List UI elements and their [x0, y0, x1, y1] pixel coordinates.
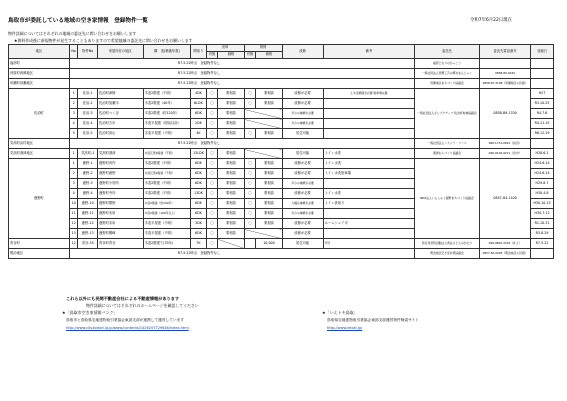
layout-cell: 7K [191, 239, 206, 249]
no-listing-text: R7.5.22時点 登録物件なし [69, 249, 414, 259]
no-cell: 5 [69, 129, 78, 139]
structure-cell: 木造平屋建（明治以前） [143, 119, 191, 129]
sale-price-cell: 要相談 [218, 159, 244, 169]
date-cell: H30.4.8 [531, 189, 554, 199]
header-sale: 売却 [206, 45, 244, 52]
header-no: No [69, 45, 78, 59]
date-cell: H24.6.14 [531, 169, 554, 179]
header-org: 委託先 [414, 45, 479, 59]
rent-has-cell: 〇 [244, 189, 256, 199]
sale-has-cell: 〇 [206, 109, 218, 119]
header-layout: 間取り [191, 45, 206, 59]
remarks-cell: トイレ汲取り [323, 199, 414, 209]
area-cell: 青谷町 [9, 239, 70, 249]
rent-price-cell: 要相談 [256, 199, 282, 209]
address-cell: 鹿野町鹿野 [97, 169, 143, 179]
org-cell: 一般社団法人西郷工芸の郷あまんじゃく [414, 69, 479, 79]
sale-has-cell: 〇 [206, 169, 218, 179]
table-row [9, 69, 554, 79]
header-contact: 委託先電話番号 [480, 45, 531, 59]
table-row [9, 59, 554, 69]
rent-has-cell: 〇 [244, 129, 256, 139]
remarks-cell [323, 129, 414, 139]
status-cell: 改修が必要 [282, 189, 323, 199]
area-cell: 明治地区 [9, 249, 70, 259]
sale-price-cell: 要相談 [218, 169, 244, 179]
sale-has-cell: 〇 [206, 119, 218, 129]
phone-cell: 090-9802-3344（井上） [480, 239, 531, 249]
structure-cell: 木造2階建（不明） [143, 159, 191, 169]
status-cell: 改修が必要 [282, 169, 323, 179]
date-cell: H30.7.12 [531, 209, 554, 219]
layout-cell: 6DK [191, 229, 206, 239]
no-cell: 11 [69, 209, 78, 219]
table-body [9, 59, 554, 259]
org-cell: 福部となりのがっこう [414, 59, 479, 69]
layout-cell: 2DK [191, 119, 206, 129]
rent-price-cell: 要相談 [256, 209, 282, 219]
remarks-cell: トイレ水洗 [323, 189, 414, 199]
layout-cell: 6DK [191, 199, 206, 209]
remarks-cell [323, 229, 414, 239]
structure-cell: 木造瓦葺2階建（不明） [143, 169, 191, 179]
no-cell: 3 [69, 109, 78, 119]
header-sale-price: 価格 [218, 52, 244, 59]
no-cell: 1 [69, 149, 78, 159]
area-cell: 気高町浜村地区 [9, 139, 70, 149]
org-cell: NPO法人いんしゅう鹿野まちづくり協議会 [414, 159, 479, 239]
num-cell: 気高町-1 [78, 149, 98, 159]
sale-price-cell: 要相談 [218, 199, 244, 209]
address-cell: 鹿野町末用 [97, 209, 143, 219]
remarks-cell: トイレ水洗駐車場 [323, 169, 414, 179]
status-cell: 改修が必要 [282, 219, 323, 229]
num-cell: 鹿野-3 [78, 179, 98, 189]
phone-cell: 0857-84-1100 [480, 159, 531, 239]
date-cell: H24.6.14 [531, 159, 554, 169]
table-row [9, 249, 554, 259]
header-structure: 構 造(築後年数) [143, 45, 191, 59]
date-cell: R4.11.15 [531, 119, 554, 129]
rent-price-cell: 要相談 [256, 219, 282, 229]
rent-has-cell [244, 239, 256, 249]
num-cell: 鹿野-11 [78, 209, 98, 219]
sale-price-cell: 要相談 [218, 189, 244, 199]
table-row [9, 139, 554, 149]
area-cell: 鹿野町 [9, 159, 70, 239]
no-cell: 12 [69, 239, 78, 249]
date-cell: R4.7.6 [531, 109, 554, 119]
rent-na-cell [244, 109, 282, 119]
num-cell: 佐治-2 [78, 99, 98, 109]
rent-price-cell: 要相談 [256, 159, 282, 169]
phone-cell: 090-9126-9211（田中） [480, 149, 531, 159]
address-cell: 佐治町高山 [97, 129, 143, 139]
org-cell: 一般社団法人ハナムラ・リノベ [414, 139, 479, 149]
phone-cell: 0858-85-0445 [480, 69, 531, 79]
date-cell: H27 [531, 89, 554, 99]
remarks-cell [323, 179, 414, 189]
table-row [9, 79, 554, 89]
rent-price-cell: 要相談 [256, 129, 282, 139]
org-cell: 特定非営利活動法人青谷ひとものがたり [414, 239, 479, 249]
num-cell: 佐治-1 [78, 89, 98, 99]
sale-has-cell: 〇 [206, 99, 218, 109]
city-bank-desc: 鳥取市と鳥取県宅地建物取引業協会東部支部が連携して運営しています [66, 318, 184, 322]
date-cell: H30.10.15 [531, 199, 554, 209]
header-rent-has: 有無 [244, 52, 256, 59]
date-cell: R6.12.19 [531, 129, 554, 139]
table-header [9, 45, 554, 59]
structure-cell: 木造平屋建（不明） [143, 229, 191, 239]
date-cell [531, 139, 554, 149]
no-cell: 4 [69, 189, 78, 199]
area-cell: 用瀬町用瀬地区 [9, 79, 70, 89]
sale-price-cell: 要相談 [218, 109, 244, 119]
header-rent: 賃貸 [244, 45, 282, 52]
phone-cell: 0858-89-1700 [480, 89, 531, 139]
sale-price-cell: 要相談 [218, 119, 244, 129]
no-cell: 12 [69, 219, 78, 229]
table-row [9, 149, 554, 159]
private-realestate-note: これら以外にも民間不動産会社による不動産情報があります [66, 296, 180, 301]
header-num: 物件No [78, 45, 98, 59]
structure-cell: 木造2階建（40年） [143, 99, 191, 109]
layout-cell: 4K [191, 129, 206, 139]
address-cell: 鹿野町河内 [97, 159, 143, 169]
status-cell: 大幅な補修が必要 [282, 199, 323, 209]
phone-cell: 0857-50-0005（明治地区公民館） [480, 249, 531, 259]
layout-cell: 6DK [191, 109, 206, 119]
no-cell: 3 [69, 179, 78, 189]
status-cell: 多少の補修が必要 [282, 209, 323, 219]
city-bank-link[interactable]: http://www.city.tottori.lg.jp/www/contents/1426207729646/index.html [66, 326, 189, 330]
area-cell: 佐治町 [9, 89, 70, 139]
rent-has-cell: 〇 [244, 159, 256, 169]
remarks-cell [323, 109, 414, 119]
rent-has-cell: 〇 [244, 219, 256, 229]
num-cell: 佐治-3 [78, 109, 98, 119]
area-cell: 気高町酒津地区 [9, 149, 70, 159]
rent-price-cell: 要相談 [256, 179, 282, 189]
date-cell [531, 59, 554, 69]
structure-cell: 木造平屋建（不明） [143, 219, 191, 229]
remarks-cell [323, 119, 414, 129]
structure-cell: 木造2階建（100年以上） [143, 209, 191, 219]
date-cell: H28.6.1 [531, 149, 554, 159]
sale-has-cell: 〇 [206, 159, 218, 169]
rent-price-cell: 要相談 [256, 89, 282, 99]
rent-has-cell: 〇 [244, 89, 256, 99]
homepage-note: 物件詳細についてはそれぞれのホームページを確認してください [86, 303, 199, 308]
ietoki-desc: 鳥取県宅地建物取引業協会東部支部運営物件検索サイト [327, 318, 419, 322]
sale-price-cell: 要相談 [218, 129, 244, 139]
update-date: 令和7年6月22日現在 [470, 18, 512, 23]
date-cell: R1.10.31 [531, 219, 554, 229]
rent-price-cell: 要相談 [256, 189, 282, 199]
note-new-listing: ★資料作成後に新規物件が発生することもありますので希望地域の委託先に問い合わせをお願いします [14, 38, 193, 43]
phone-cell: 080-1731-0821（浜田） [480, 139, 531, 149]
rent-has-cell: 〇 [244, 199, 256, 209]
header-address: 家屋所在の地区 [97, 45, 143, 59]
rent-has-cell: 〇 [244, 169, 256, 179]
num-cell: 青谷-35 [78, 239, 98, 249]
header-sale-has: 有無 [206, 52, 218, 59]
sale-price-cell [218, 239, 244, 249]
date-cell [531, 249, 554, 259]
num-cell: 鹿野-2 [78, 169, 98, 179]
structure-cell: 木造平屋建（不明） [143, 129, 191, 139]
sale-has-cell: 〇 [206, 209, 218, 219]
layout-cell: 4DK [191, 89, 206, 99]
num-cell: 鹿野-13 [78, 229, 98, 239]
status-cell: 居住可能 [282, 239, 323, 249]
address-cell: 佐治町津無 [97, 89, 143, 99]
sale-has-cell: 〇 [206, 199, 218, 209]
address-cell: 鹿野町小別所 [97, 179, 143, 189]
address-cell: 佐治町つく谷 [97, 109, 143, 119]
layout-cell: 6DK [191, 179, 206, 189]
org-cell: 一般社団法人さじアクティブ 佐治町地域協議会 [414, 89, 479, 139]
structure-cell: 木造2階建て(33年) [143, 239, 191, 249]
sale-has-cell: 〇 [206, 219, 218, 229]
address-cell: 佐治町古市 [97, 119, 143, 129]
status-cell: 改修が必要 [282, 229, 323, 239]
date-cell [531, 69, 554, 79]
num-cell: 鹿野-10 [78, 199, 98, 209]
area-cell: 河原町西郷地区 [9, 69, 70, 79]
rent-has-cell: 〇 [244, 99, 256, 109]
no-listing-text: R7.5.22時点 登録物件なし [69, 59, 414, 69]
status-cell: 多少の補修が必要 [282, 109, 323, 119]
date-cell: R7.5.22 [531, 239, 554, 249]
num-cell: 鹿野-1 [78, 159, 98, 169]
rent-has-cell: 〇 [244, 209, 256, 219]
sale-price-cell: 要相談 [218, 209, 244, 219]
sale-price-cell: 要相談 [218, 179, 244, 189]
ietoki-title: ★「いえトキ鳥取」 [322, 310, 358, 315]
sale-has-cell: 〇 [206, 89, 218, 99]
layout-cell: 6DK [191, 159, 206, 169]
rent-na-cell [244, 229, 282, 239]
sale-has-cell: 〇 [206, 149, 218, 159]
sale-price-cell: 要相談 [218, 219, 244, 229]
header-remarks: 備考 [323, 45, 414, 59]
remarks-cell: 3分 [323, 239, 414, 249]
address-cell: 鹿野町寺内 [97, 189, 143, 199]
rent-price-cell: 10,000 [256, 239, 282, 249]
rent-price-cell: 要相談 [256, 99, 282, 109]
layout-cell: 13LDK [191, 149, 206, 159]
status-cell: 多少の補修が必要 [282, 179, 323, 189]
address-cell: 青谷町青谷 [97, 239, 143, 249]
phone-cell: 0858-87-3108（用瀬地区公民館） [480, 79, 531, 89]
note-inquiry: 物件詳細についてはそれぞれの地域の委託先に問い合わせをお願いします [8, 31, 137, 36]
rent-price-cell: 要相談 [256, 169, 282, 179]
structure-cell: 木造2階建（不明） [143, 179, 191, 189]
status-cell: 居住可能 [282, 149, 323, 159]
no-listing-text: R7.5.22時点 登録物件なし [69, 79, 414, 89]
page-title: 鳥取市が委託している地域の空き家情報 登録物件一覧 [8, 18, 148, 24]
sale-price-cell: 要相談 [218, 149, 244, 159]
date-cell: R3.10.25 [531, 99, 554, 109]
remarks-cell: ルームシェア可 [323, 219, 414, 229]
layout-cell: 6LDK [191, 99, 206, 109]
rent-na-cell [244, 119, 282, 129]
header-rent-price: 価格 [256, 52, 282, 59]
address-cell: 鹿野町鷲峰 [97, 229, 143, 239]
city-bank-title: ★「鳥取市空き家情報バンク」 [62, 310, 118, 315]
structure-cell: 木造2階建（不明） [143, 89, 191, 99]
table-row [9, 159, 554, 169]
sale-has-cell: 〇 [206, 229, 218, 239]
org-cell: 用瀬地区まちづくり協議会 [414, 79, 479, 89]
date-cell [531, 79, 554, 89]
remarks-cell: トイレ水洗 [323, 149, 414, 159]
sale-price-cell: 要相談 [218, 89, 244, 99]
layout-cell: 13DK [191, 189, 206, 199]
header-area: 地区 [9, 45, 70, 59]
address-cell: 鹿野町末用 [97, 219, 143, 229]
no-cell: 13 [69, 229, 78, 239]
date-cell: R3.8.29 [531, 229, 554, 239]
no-listing-text: R7.5.22時点 登録物件なし [69, 69, 414, 79]
table-row [9, 89, 554, 99]
layout-cell: 3DK [191, 219, 206, 229]
listing-table [8, 44, 554, 259]
rent-has-cell: 〇 [244, 179, 256, 189]
area-cell: 福部町 [9, 59, 70, 69]
num-cell: 鹿野-12 [78, 219, 98, 229]
sale-price-cell: 要相談 [218, 99, 244, 109]
date-cell: H29.8.7 [531, 179, 554, 189]
no-listing-text: R7.5.22時点 登録物件なし [69, 139, 414, 149]
layout-cell: 6DK [191, 169, 206, 179]
no-cell: 1 [69, 159, 78, 169]
status-cell: 多少の補修が必要 [282, 119, 323, 129]
address-cell: 気高町酒津 [97, 149, 143, 159]
status-cell: 居住可能 [282, 129, 323, 139]
status-cell: 改修が必要 [282, 159, 323, 169]
sale-has-cell: 〇 [206, 189, 218, 199]
no-cell: 1 [69, 89, 78, 99]
sale-price-cell: 要相談 [218, 229, 244, 239]
structure-cell: 木造瓦葺2階建（不明） [143, 149, 191, 159]
header-date: 登録日 [531, 45, 554, 59]
ietoki-link[interactable]: http://www.ietoki.jp/ [327, 326, 363, 330]
no-cell: 10 [69, 199, 78, 209]
phone-cell [480, 59, 531, 69]
sale-has-cell: 〇 [206, 179, 218, 189]
no-cell: 2 [69, 99, 78, 109]
no-cell: 2 [69, 169, 78, 179]
structure-cell: 木造2階建（約120年） [143, 109, 191, 119]
sale-has-cell: 〇 [206, 129, 218, 139]
no-cell: 4 [69, 119, 78, 129]
remarks-cell: トイレ水洗 [323, 159, 414, 169]
remarks-cell: 土木造修繕が必要 駐車場完備 [323, 89, 414, 99]
num-cell: 鹿野-4 [78, 189, 98, 199]
num-cell: 佐治-5 [78, 129, 98, 139]
status-cell: 改修が必要 [282, 89, 323, 99]
rent-na-cell [244, 149, 282, 159]
remarks-cell [323, 209, 414, 219]
remarks-cell [323, 99, 414, 109]
structure-cell: 木造2階建（不明） [143, 189, 191, 199]
org-cell: 明治地区空き家対策協議会 [414, 249, 479, 259]
org-cell: 酒津むらづくり協議会 [414, 149, 479, 159]
sale-has-cell: 〇 [206, 239, 218, 249]
structure-cell: 木造2階建（約100年） [143, 199, 191, 209]
header-status: 改修 [282, 45, 323, 59]
layout-cell: 6DK [191, 209, 206, 219]
num-cell: 佐治-4 [78, 119, 98, 129]
status-cell: 改修が必要 [282, 99, 323, 109]
address-cell: 鹿野町閉野 [97, 199, 143, 209]
address-cell: 佐治町加瀬木 [97, 99, 143, 109]
table-row [9, 239, 554, 249]
